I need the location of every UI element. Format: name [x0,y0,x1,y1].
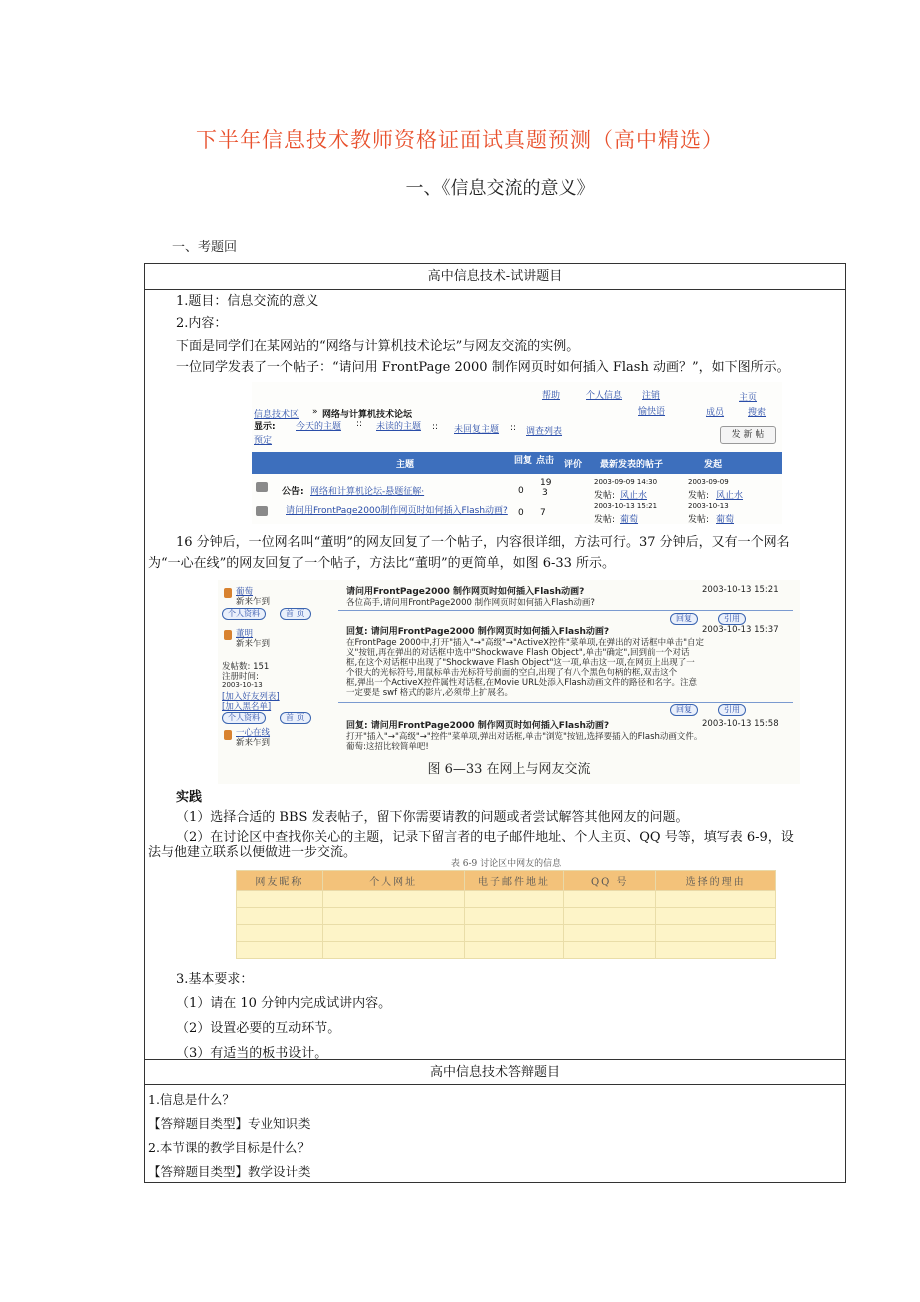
preset-link[interactable]: 预定 [254,436,273,446]
requirement-1: （1）请在 10 分钟内完成试讲内容。 [176,996,392,1011]
practice-item-1: （1）选择合适的 BBS 发表帖子，留下你需要请教的问题或者尝试解答其他网友的问题。 [176,810,689,825]
question-title: 1.题目：信息交流的意义 [176,294,319,309]
col-replies: 回复 [514,456,533,466]
user1-name[interactable]: 葡萄 [236,587,254,597]
col-topic: 主题 [396,460,415,470]
starter-date: 2003-09-09 [688,478,729,486]
table-row [237,925,776,942]
user3-name[interactable]: 一心在线 [236,728,271,738]
user2-posts: 发帖数: 151 [222,662,270,672]
home-button[interactable]: 首 页 [280,608,311,620]
requirement-2: （2）设置必要的互动环节。 [176,1021,341,1036]
post1-title: 请问用FrontPage2000 制作网页时如何插入Flash动画? [346,587,585,597]
friend-info-table [236,856,776,962]
sub-title: 一、《信息交流的意义》 [405,178,595,199]
announce-prefix: 公告: [282,487,304,497]
reply-line-1: 16 分钟后，一位网名叫“董明”的网友回复了一个帖子，内容很详细，方法可行。37 分钟后，又有一个网名 [176,535,790,550]
table-header-lecture: 高中信息技术-试讲题目 [145,264,845,290]
filter-separator: :: [432,422,439,432]
post2-line: 一定要是 swf 格式的影片,必须带上扩展名。 [346,688,513,698]
user-avatar-icon [224,730,232,740]
starter-label: 发帖: [688,515,710,524]
col-nickname: 网友昵称 [237,871,323,891]
topic-replies: 0 [518,508,524,518]
table-row [237,891,776,908]
forum-list-screenshot [252,382,782,524]
starter-user[interactable]: 葡萄 [716,515,735,524]
starter-user[interactable]: 风止水 [716,491,744,501]
post2-line: 框,弹出一个ActiveX控件属性对话框,在Movie URL处添入Flash动画文件的路径和名字。注意 [346,678,698,688]
col-rating: 评价 [564,460,583,470]
col-homepage: 个人网址 [322,871,464,891]
post3-date: 2003-10-13 15:58 [702,719,779,729]
practice-item-2: （2）在讨论区中查找你关心的主题，记录下留言者的电子邮件地址、个人主页、QQ 号等，填写表 6-9，设 [176,830,794,845]
filter-separator: :: [356,419,363,429]
col-latest: 最新发表的帖子 [600,460,664,470]
filter-today[interactable]: 今天的主题 [296,422,342,432]
topic-clicks-extra: 3 [542,488,548,498]
filter-separator: :: [510,423,517,433]
user2-name[interactable]: 董明 [236,629,254,639]
practice-item-2-cont: 法与他建立联系以便做进一步交流。 [148,845,357,860]
post2-line: 义"按钮,再在弹出的对话框中选中"Shockwave Flash Object",单击"确定",回到前一个对话 [346,648,690,658]
post2-line: 个很大的光标符号,用鼠标单击光标符号前面的空白,出现了有八个黑色句柄的框,双击这个 [346,668,678,678]
topic-link[interactable]: 请问用FrontPage2000制作网页时如何插入Flash动画? [286,506,508,516]
col-email: 电子邮件地址 [464,871,564,891]
post2-date: 2003-10-13 15:37 [702,625,779,635]
add-blacklist-link[interactable]: [加入黑名单] [222,702,272,712]
col-qq: QQ 号 [564,871,656,891]
latest-date: 2003-10-13 15:21 [594,502,658,510]
post3-title: 回复: 请问用FrontPage2000 制作网页时如何插入Flash动画? [346,721,610,731]
post1-date: 2003-10-13 15:21 [702,585,779,595]
profile-button[interactable]: 个人资料 [222,608,266,620]
user-avatar-icon [224,630,232,640]
col-reason: 选择的理由 [656,871,776,891]
topic-clicks: 19 [540,478,552,488]
user-avatar-icon [224,588,232,598]
table-row [237,908,776,925]
quote-button[interactable]: 引用 [718,613,746,625]
logout-link[interactable]: 注销 [642,391,661,401]
figure-caption: 图 6—33 在网上与网友交流 [427,762,591,777]
topic-folder-icon [256,506,268,516]
filter-unreplied[interactable]: 未回复主题 [454,425,500,435]
search-link[interactable]: 搜索 [748,408,767,418]
latest-by-label: 发帖: [594,491,616,501]
new-post-button[interactable]: 发 新 帖 [720,426,776,444]
profile-link[interactable]: 个人信息 [586,391,623,401]
filter-polls[interactable]: 调查列表 [526,427,563,437]
topic-table-header [252,452,782,474]
profile-button[interactable]: 个人资料 [222,712,266,724]
requirement-3: （3）有适当的板书设计。 [176,1046,328,1061]
col-starter: 发起 [704,460,723,470]
section-label: 一、考题回 [172,240,238,255]
user1-status: 新来乍到 [236,597,271,607]
help-link[interactable]: 帮助 [542,391,561,401]
user2-status: 新来乍到 [236,639,271,649]
table-header-defense: 高中信息技术答辩题目 [145,1059,845,1085]
latest-date: 2003-09-09 14:30 [594,478,658,486]
post2-line: 在FrontPage 2000中,打开"插入"→"高级"→"ActiveX控件"菜单项,在弹出的对话框中单击"自定 [346,638,705,648]
post3-line: 葡萄:这招比较简单吧! [346,742,429,752]
members-link[interactable]: 成员 [706,408,725,418]
reply-button[interactable]: 回复 [670,704,698,716]
latest-by-user[interactable]: 葡萄 [620,515,639,524]
intro-line: 下面是同学们在某网站的“网络与计算机技术论坛”与网友交流的实例。 [176,339,580,354]
topic-link[interactable]: 网络和计算机论坛-悬题征解· [310,487,425,497]
latest-by-label: 发帖: [594,515,616,524]
starter-date: 2003-10-13 [688,502,729,510]
add-friend-link[interactable]: [加入好友列表] [222,692,280,702]
post2-title: 回复: 请问用FrontPage2000 制作网页时如何插入Flash动画? [346,627,610,637]
question-content-label: 2.内容： [176,316,228,331]
defense-type-2: 【答辩题目类型】教学设计类 [148,1164,311,1179]
quote-button[interactable]: 引用 [718,704,746,716]
main-title: 下半年信息技术教师资格证面试真题预测（高中精选） [196,128,724,152]
requirements-title: 3.基本要求： [176,972,254,987]
defense-question-1: 1.信息是什么？ [148,1092,235,1107]
home-button[interactable]: 首 页 [280,712,311,724]
post3-line: 打开"插入"→"高级"→"控件"菜单项,弹出对话框,单击"浏览"按钮,选择要插入的Flash动画文件。 [346,732,703,742]
reply-button[interactable]: 回复 [670,613,698,625]
home-link[interactable]: 主页 [739,393,758,403]
topic-folder-icon [256,482,268,492]
user3-status: 新来乍到 [236,738,271,748]
topic-replies: 0 [518,486,524,496]
forum-thread-screenshot [218,580,800,784]
defense-question-2: 2.本节课的教学目标是什么？ [148,1140,310,1155]
filter-unread[interactable]: 未读的主题 [376,422,422,432]
col-clicks: 点击 [536,456,555,466]
practice-title: 实践 [176,790,203,805]
table-row [237,942,776,959]
latest-by-user[interactable]: 风止水 [620,491,648,501]
mood-link[interactable]: 愉快语 [638,407,666,417]
user2-reg-date: 2003-10-13 [222,681,263,689]
post2-line: 框,在这个对话框中出现了"Shockwave Flash Object"这一项,单击这一项,在网页上出现了一 [346,658,695,668]
show-label: 显示: [254,422,276,432]
breadcrumb-section[interactable]: 信息技术区 [254,410,300,420]
topic-clicks: 7 [540,508,546,518]
defense-type-1: 【答辩题目类型】专业知识类 [148,1116,311,1131]
post-line: 一位同学发表了一个帖子：“请问用 FrontPage 2000 制作网页时如何插入 Flash 动画？”，如下图所示。 [176,360,790,375]
starter-label: 发帖: [688,491,710,501]
breadcrumb-forum: 网络与计算机技术论坛 [322,410,413,420]
reply-line-2: 为“一心在线”的网友回复了一个帖子，方法比“董明”的更简单，如图 6-33 所示。 [148,556,616,571]
breadcrumb-separator: » [312,407,318,417]
post1-body: 各位高手,请问用FrontPage2000 制作网页时如何插入Flash动画? [346,598,595,608]
user2-reg-label: 注册时间: [222,672,259,682]
table-caption: 表 6-9 讨论区中网友的信息 [450,859,562,869]
